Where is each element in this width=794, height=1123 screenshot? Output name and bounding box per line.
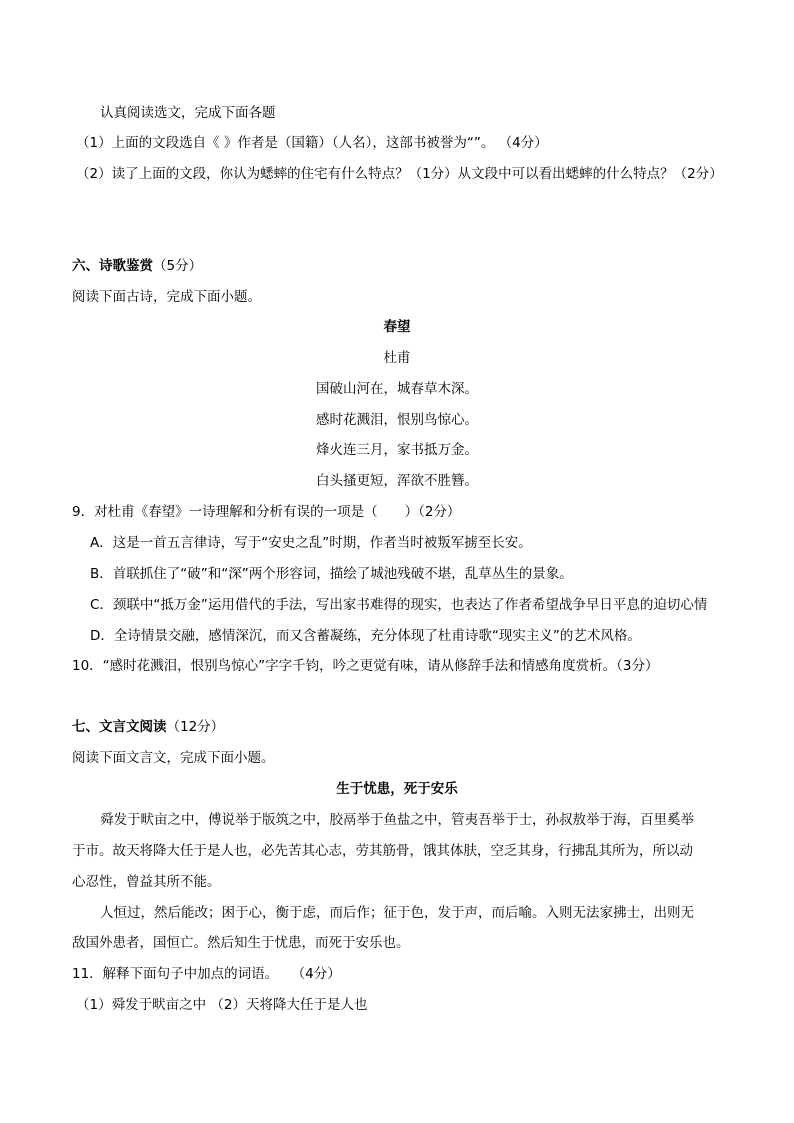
section6-score: （5分） [153, 258, 203, 274]
essay-title: 生于忧患，死于安乐 [336, 781, 458, 797]
section7-score: （12分） [166, 719, 225, 735]
poem-line: 感时花溅泪，恨别鸟惊心。 [316, 412, 478, 428]
question-9-option-d: D．全诗情景交融，感情深沉，而又含蓄凝练，充分体现了杜甫诗歌“现实主义”的艺术风格。 [90, 628, 641, 644]
essay-paragraph-line: 舜发于畎亩之中，傅说举于版筑之中，胶鬲举于鱼盐之中，管夷吾举于士，孙叔敖举于海，百里奚举 [100, 812, 694, 828]
question-9-option-b: B．首联抓住了“破”和“深”两个形容词，描绘了城池残破不堪，乱草丛生的景象。 [90, 566, 573, 582]
essay-paragraph-line: 人恒过，然后能改；困于心，衡于虑，而后作；征于色，发于声，而后喻。入则无法家拂士，出则无 [100, 905, 694, 921]
section7-instruction: 阅读下面文言文，完成下面小题。 [72, 750, 275, 766]
question-10: 10．“感时花溅泪，恨别鸟惊心”字字千钧，吟之更觉有味，请从修辞手法和情感角度赏析。（3分） [72, 658, 659, 674]
question-9: 9．对杜甫《春望》一诗理解和分析有误的一项是（ ）（2分） [72, 504, 461, 520]
section7-heading [72, 718, 224, 736]
poem-line: 白头搔更短，浑欲不胜簪。 [316, 473, 478, 489]
question-sub1: （1）上面的文段选自《 》作者是（国籍）（人名），这部书被誉为“”。 （4分） [76, 135, 548, 151]
poem-line: 烽火连三月，家书抵万金。 [316, 442, 478, 458]
essay-paragraph-line: 心忍性，曾益其所不能。 [72, 874, 221, 890]
essay-paragraph-line: 于市。故天将降大任于是人也，必先苦其心志，劳其筋骨，饿其体肤，空乏其身，行拂乱其所为，所以动 [72, 843, 693, 859]
question-sub2: （2）读了上面的文段，你认为蟋蟀的住宅有什么特点？（1分）从文段中可以看出蟋蟀的什么特点？（2分） [76, 166, 723, 182]
question-11-items: （1）舜发于畎亩之中 （2）天将降大任于是人也 [76, 997, 368, 1013]
section6-heading [72, 257, 202, 275]
question-11: 11．解释下面句子中加点的词语。 （4分） [72, 966, 341, 982]
poem-line: 国破山河在，城春草木深。 [316, 381, 478, 397]
section7-title: 七、文言文阅读 [72, 719, 167, 735]
question-9-option-a: A．这是一首五言律诗，写于“安史之乱”时期，作者当时被叛军掳至长安。 [90, 535, 532, 551]
reading-intro: 认真阅读选文，完成下面各题 [100, 105, 276, 121]
section6-title: 六、诗歌鉴赏 [72, 258, 153, 274]
poem-author: 杜甫 [383, 350, 411, 366]
question-9-option-c: C．颈联中“抵万金”运用借代的手法，写出家书难得的现实，也表达了作者希望战争早日平息的迫切心情 [90, 597, 708, 613]
section6-instruction: 阅读下面古诗，完成下面小题。 [72, 289, 261, 305]
essay-paragraph-line: 敌国外患者，国恒亡。然后知生于忧患，而死于安乐也。 [72, 935, 410, 951]
poem-title: 春望 [383, 319, 411, 335]
